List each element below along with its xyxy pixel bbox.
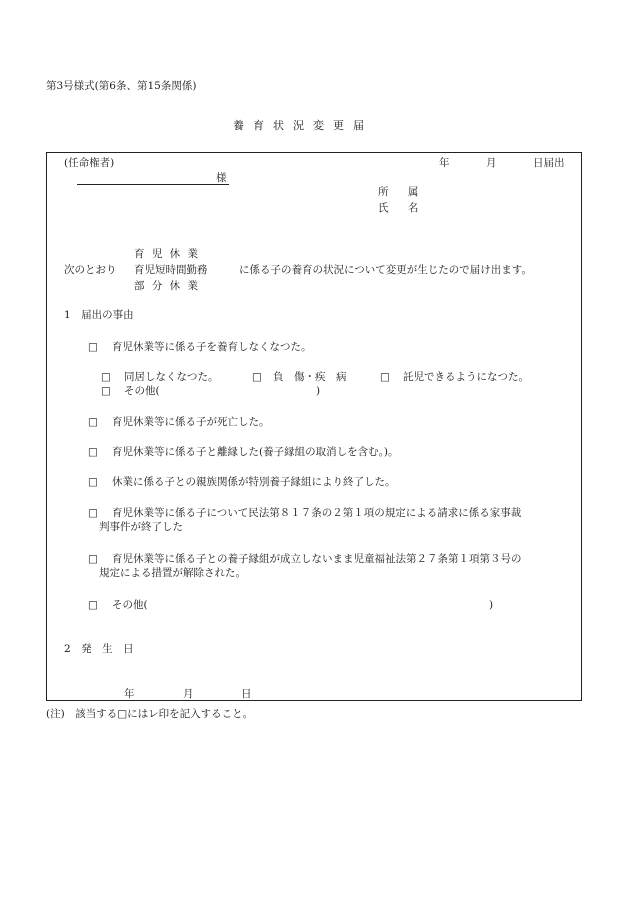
reason-r1-text: 育児休業等に係る子を養育しなくなつた。 (112, 341, 312, 353)
name-label: 氏 名 (378, 202, 427, 214)
checkbox-r1[interactable]: □ (88, 341, 98, 353)
form-number: 第3号様式(第6条、第15条関係) (46, 80, 197, 92)
reason-r2-text: 育児休業等に係る子が死亡した。 (112, 416, 270, 428)
reason-r1-other-close: ) (316, 385, 321, 397)
reasons-heading: 1 届出の事由 (64, 309, 134, 321)
reason-r5-line1: 育児休業等に係る子について民法第８１７条の２第１項の規定による請求に係る家事裁 (112, 507, 522, 519)
reason-r5-line2: 判事件が終了した (99, 521, 183, 533)
checkbox-r4[interactable]: □ (88, 476, 98, 488)
addressee-label: (任命権者) (64, 157, 115, 169)
checkbox-r3[interactable]: □ (88, 446, 98, 458)
reason-r6-line2: 規定による措置が解除された。 (99, 567, 246, 579)
checkbox-r6[interactable]: □ (88, 553, 98, 565)
reason-r1a-text: 同居しなくなつた。 (124, 371, 219, 383)
checkbox-r7[interactable]: □ (88, 599, 98, 611)
page-title: 養育状況変更届 (233, 119, 373, 132)
reason-r1-other-open: その他( (124, 385, 160, 397)
checkbox-r1b[interactable]: □ (252, 371, 262, 383)
reason-r7-close: ) (489, 599, 494, 611)
occurrence-heading: 2 発 生 日 (64, 643, 134, 655)
submit-date-month: 月 (486, 157, 497, 169)
statement-text: に係る子の養育の状況について変更が生じたので届け出ます。 (239, 264, 532, 276)
reason-r3-text: 育児休業等に係る子と離縁した(養子縁組の取消しを含む。)。 (112, 446, 399, 458)
addressee-honorific: 様 (216, 172, 227, 184)
addressee-underline[interactable] (77, 184, 229, 185)
checkbox-r2[interactable]: □ (88, 416, 98, 428)
occurrence-year: 年 (124, 688, 135, 700)
submit-date-year: 年 (439, 157, 450, 169)
reason-r7-open: その他( (112, 599, 148, 611)
submit-date-day: 日届出 (533, 157, 565, 169)
checkbox-r1c[interactable]: □ (380, 371, 390, 383)
occurrence-month: 月 (183, 688, 194, 700)
checkbox-r5[interactable]: □ (88, 507, 98, 519)
leave-type-childcare: 育 児 休 業 (134, 248, 201, 260)
checkbox-r1a[interactable]: □ (101, 371, 111, 383)
leave-type-short-hours: 育児短時間勤務 (134, 264, 208, 276)
reason-r6-line1: 育児休業等に係る子との養子縁組が成立しないまま児童福祉法第２７条第１項第３号の (112, 553, 522, 565)
checkbox-r1-other[interactable]: □ (101, 385, 111, 397)
intro-text: 次のとおり (64, 264, 117, 276)
affiliation-label: 所 属 (378, 186, 427, 198)
footnote: (注) 該当する□にはレ印を記入すること。 (46, 708, 254, 720)
reason-r4-text: 休業に係る子との親族関係が特別養子縁組により終了した。 (112, 476, 396, 488)
leave-type-partial: 部 分 休 業 (134, 280, 201, 292)
reason-r1c-text: 託児できるようになつた。 (403, 371, 529, 383)
reason-r1b-text: 負 傷・疾 病 (273, 371, 347, 383)
occurrence-day: 日 (241, 688, 252, 700)
